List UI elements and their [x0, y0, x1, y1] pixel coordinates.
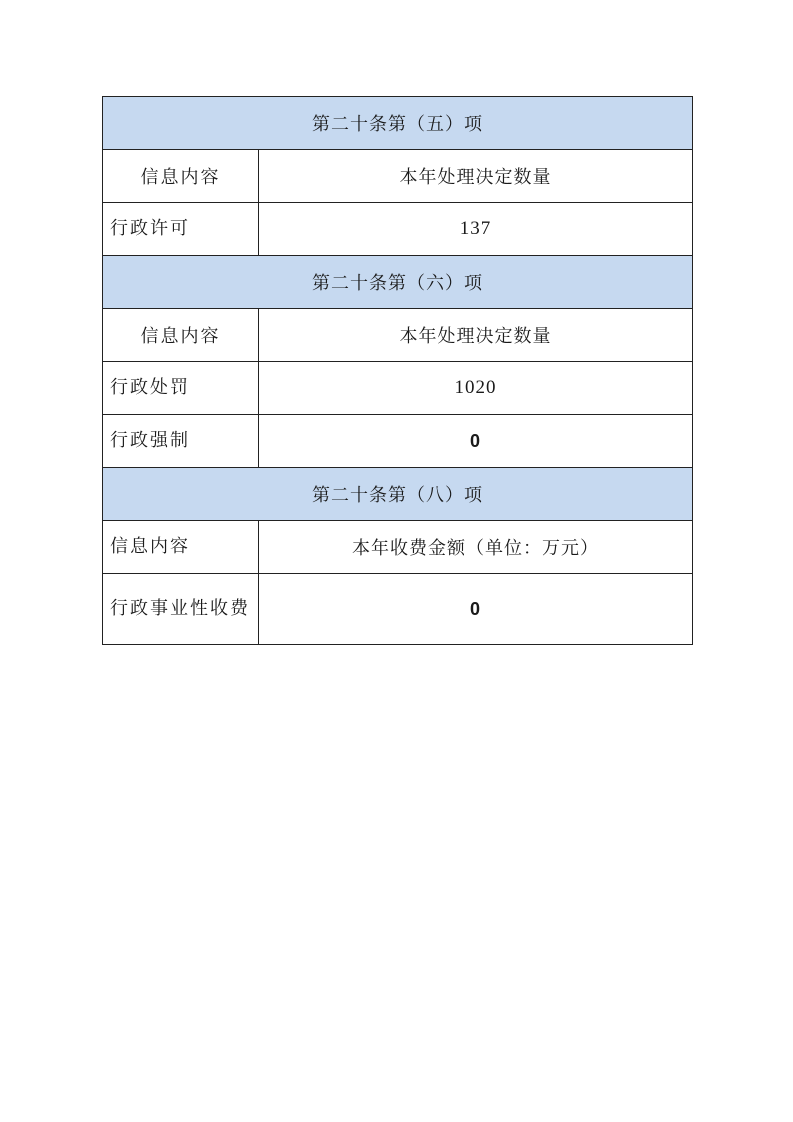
- value-column-label: 本年处理决定数量: [259, 150, 693, 203]
- section-header-row: [103, 97, 693, 150]
- section-title: 第二十条第（六）项: [103, 256, 693, 309]
- info-content-label: 信息内容: [103, 309, 259, 362]
- section-header-row: [103, 468, 693, 521]
- column-header-row: [103, 521, 693, 574]
- info-content-label: 信息内容: [103, 521, 259, 574]
- section-header-row: [103, 256, 693, 309]
- table-row: [103, 362, 693, 415]
- row-label: 行政处罚: [103, 362, 259, 415]
- disclosure-table: [102, 96, 693, 645]
- table-row: [103, 415, 693, 468]
- column-header-row: [103, 309, 693, 362]
- column-header-row: [103, 150, 693, 203]
- section-title: 第二十条第（八）项: [103, 468, 693, 521]
- row-label: 行政许可: [103, 203, 259, 256]
- row-value: 137: [259, 203, 693, 256]
- row-label: 行政强制: [103, 415, 259, 468]
- table-row: [103, 203, 693, 256]
- info-content-label: 信息内容: [103, 150, 259, 203]
- table-row: [103, 574, 693, 645]
- row-value: 0: [259, 574, 693, 645]
- value-column-label: 本年收费金额（单位：万元）: [259, 521, 693, 574]
- value-column-label: 本年处理决定数量: [259, 309, 693, 362]
- row-value: 0: [259, 415, 693, 468]
- section-title: 第二十条第（五）项: [103, 97, 693, 150]
- row-label: 行政事业性收费: [103, 574, 259, 645]
- row-value: 1020: [259, 362, 693, 415]
